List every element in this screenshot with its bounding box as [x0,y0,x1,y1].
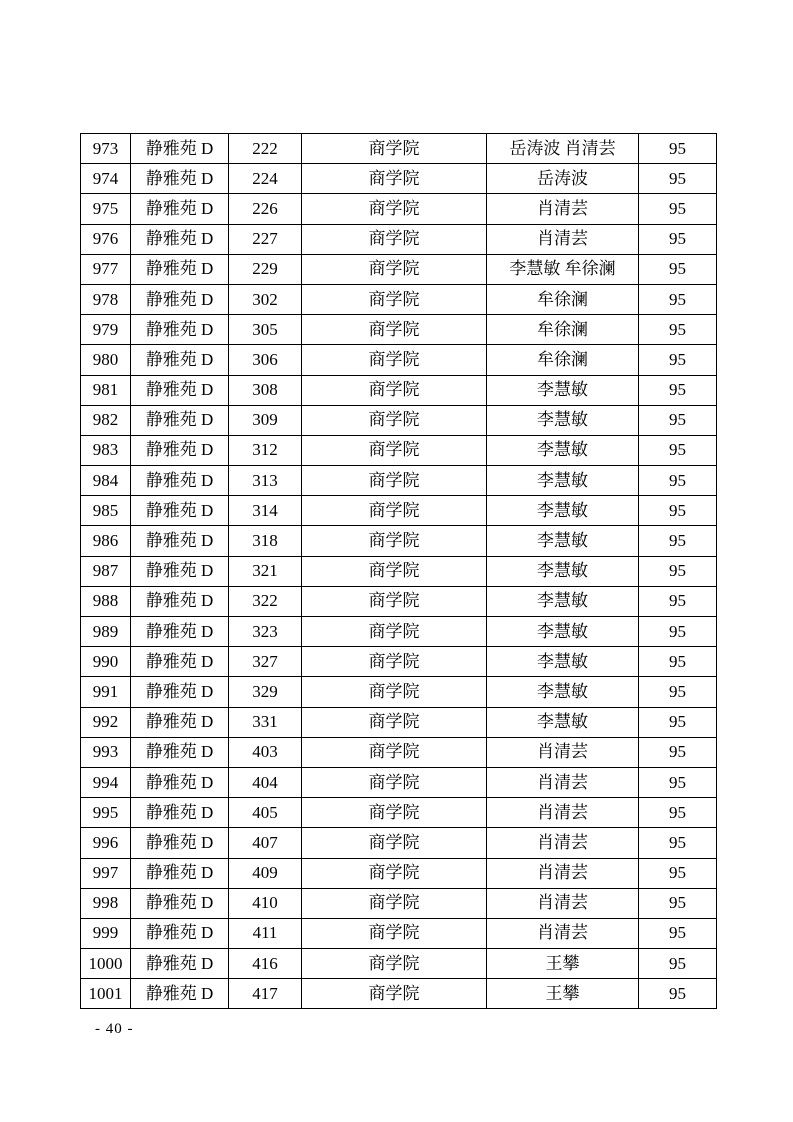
room-cell: 305 [229,315,302,345]
room-cell: 309 [229,405,302,435]
counselor-cell: 牟徐澜 [487,345,639,375]
room-cell: 314 [229,496,302,526]
room-cell: 407 [229,828,302,858]
counselor-cell: 肖清芸 [487,798,639,828]
dormitory-table [80,133,717,1009]
row-number-cell: 984 [81,466,131,496]
score-cell: 95 [639,254,717,284]
building-cell: 静雅苑 D [131,767,229,797]
building-cell: 静雅苑 D [131,918,229,948]
table-row [81,526,717,556]
college-cell: 商学院 [302,405,487,435]
row-number-cell: 978 [81,284,131,314]
room-cell: 404 [229,767,302,797]
building-cell: 静雅苑 D [131,526,229,556]
row-number-cell: 990 [81,647,131,677]
row-number-cell: 982 [81,405,131,435]
building-cell: 静雅苑 D [131,556,229,586]
building-cell: 静雅苑 D [131,134,229,164]
counselor-cell: 岳涛波 [487,164,639,194]
room-cell: 308 [229,375,302,405]
counselor-cell: 李慧敏 [487,647,639,677]
counselor-cell: 牟徐澜 [487,284,639,314]
counselor-cell: 李慧敏 牟徐澜 [487,254,639,284]
counselor-cell: 王攀 [487,979,639,1009]
row-number-cell: 979 [81,315,131,345]
table-body [81,134,717,1009]
table-row [81,405,717,435]
table-row [81,888,717,918]
row-number-cell: 976 [81,224,131,254]
building-cell: 静雅苑 D [131,164,229,194]
table-row [81,707,717,737]
table-row [81,647,717,677]
score-cell: 95 [639,556,717,586]
score-cell: 95 [639,918,717,948]
counselor-cell: 李慧敏 [487,435,639,465]
row-number-cell: 988 [81,586,131,616]
score-cell: 95 [639,526,717,556]
score-cell: 95 [639,767,717,797]
row-number-cell: 980 [81,345,131,375]
room-cell: 227 [229,224,302,254]
row-number-cell: 973 [81,134,131,164]
score-cell: 95 [639,617,717,647]
college-cell: 商学院 [302,737,487,767]
score-cell: 95 [639,888,717,918]
college-cell: 商学院 [302,556,487,586]
college-cell: 商学院 [302,858,487,888]
college-cell: 商学院 [302,224,487,254]
table-row [81,254,717,284]
college-cell: 商学院 [302,949,487,979]
college-cell: 商学院 [302,828,487,858]
table-row [81,164,717,194]
row-number-cell: 987 [81,556,131,586]
counselor-cell: 李慧敏 [487,677,639,707]
row-number-cell: 985 [81,496,131,526]
table-row [81,315,717,345]
building-cell: 静雅苑 D [131,949,229,979]
counselor-cell: 李慧敏 [487,586,639,616]
college-cell: 商学院 [302,496,487,526]
college-cell: 商学院 [302,707,487,737]
college-cell: 商学院 [302,466,487,496]
table-row [81,737,717,767]
row-number-cell: 997 [81,858,131,888]
row-number-cell: 993 [81,737,131,767]
room-cell: 417 [229,979,302,1009]
room-cell: 409 [229,858,302,888]
counselor-cell: 李慧敏 [487,466,639,496]
row-number-cell: 986 [81,526,131,556]
table-row [81,194,717,224]
building-cell: 静雅苑 D [131,707,229,737]
counselor-cell: 肖清芸 [487,194,639,224]
room-cell: 322 [229,586,302,616]
score-cell: 95 [639,405,717,435]
score-cell: 95 [639,194,717,224]
room-cell: 312 [229,435,302,465]
counselor-cell: 李慧敏 [487,617,639,647]
score-cell: 95 [639,586,717,616]
table-row [81,345,717,375]
room-cell: 416 [229,949,302,979]
room-cell: 302 [229,284,302,314]
table-row [81,435,717,465]
college-cell: 商学院 [302,164,487,194]
building-cell: 静雅苑 D [131,798,229,828]
building-cell: 静雅苑 D [131,375,229,405]
score-cell: 95 [639,375,717,405]
row-number-cell: 983 [81,435,131,465]
row-number-cell: 992 [81,707,131,737]
table-row [81,677,717,707]
table-row [81,496,717,526]
college-cell: 商学院 [302,526,487,556]
table-row [81,918,717,948]
table-row [81,979,717,1009]
counselor-cell: 肖清芸 [487,858,639,888]
counselor-cell: 肖清芸 [487,918,639,948]
table-row [81,828,717,858]
counselor-cell: 李慧敏 [487,496,639,526]
room-cell: 306 [229,345,302,375]
counselor-cell: 肖清芸 [487,888,639,918]
score-cell: 95 [639,828,717,858]
building-cell: 静雅苑 D [131,677,229,707]
counselor-cell: 李慧敏 [487,405,639,435]
row-number-cell: 999 [81,918,131,948]
table-row [81,617,717,647]
college-cell: 商学院 [302,134,487,164]
college-cell: 商学院 [302,254,487,284]
building-cell: 静雅苑 D [131,254,229,284]
room-cell: 224 [229,164,302,194]
building-cell: 静雅苑 D [131,858,229,888]
score-cell: 95 [639,707,717,737]
building-cell: 静雅苑 D [131,405,229,435]
table-row [81,949,717,979]
counselor-cell: 肖清芸 [487,224,639,254]
counselor-cell: 李慧敏 [487,556,639,586]
row-number-cell: 989 [81,617,131,647]
table-row [81,586,717,616]
score-cell: 95 [639,858,717,888]
building-cell: 静雅苑 D [131,435,229,465]
building-cell: 静雅苑 D [131,194,229,224]
college-cell: 商学院 [302,888,487,918]
room-cell: 403 [229,737,302,767]
room-cell: 411 [229,918,302,948]
row-number-cell: 994 [81,767,131,797]
score-cell: 95 [639,345,717,375]
counselor-cell: 李慧敏 [487,375,639,405]
table-row [81,224,717,254]
room-cell: 222 [229,134,302,164]
score-cell: 95 [639,284,717,314]
counselor-cell: 王攀 [487,949,639,979]
counselor-cell: 肖清芸 [487,767,639,797]
college-cell: 商学院 [302,677,487,707]
college-cell: 商学院 [302,918,487,948]
building-cell: 静雅苑 D [131,284,229,314]
table-row [81,798,717,828]
row-number-cell: 977 [81,254,131,284]
counselor-cell: 肖清芸 [487,737,639,767]
building-cell: 静雅苑 D [131,828,229,858]
table-row [81,134,717,164]
score-cell: 95 [639,496,717,526]
building-cell: 静雅苑 D [131,737,229,767]
room-cell: 405 [229,798,302,828]
score-cell: 95 [639,979,717,1009]
score-cell: 95 [639,315,717,345]
building-cell: 静雅苑 D [131,466,229,496]
college-cell: 商学院 [302,315,487,345]
row-number-cell: 995 [81,798,131,828]
room-cell: 410 [229,888,302,918]
room-cell: 318 [229,526,302,556]
table-row [81,375,717,405]
row-number-cell: 981 [81,375,131,405]
score-cell: 95 [639,164,717,194]
table-row [81,858,717,888]
building-cell: 静雅苑 D [131,647,229,677]
building-cell: 静雅苑 D [131,345,229,375]
table-row [81,556,717,586]
counselor-cell: 李慧敏 [487,526,639,556]
counselor-cell: 肖清芸 [487,828,639,858]
room-cell: 321 [229,556,302,586]
counselor-cell: 牟徐澜 [487,315,639,345]
college-cell: 商学院 [302,435,487,465]
college-cell: 商学院 [302,979,487,1009]
building-cell: 静雅苑 D [131,224,229,254]
row-number-cell: 996 [81,828,131,858]
score-cell: 95 [639,677,717,707]
row-number-cell: 991 [81,677,131,707]
table-row [81,466,717,496]
score-cell: 95 [639,949,717,979]
college-cell: 商学院 [302,375,487,405]
college-cell: 商学院 [302,284,487,314]
score-cell: 95 [639,737,717,767]
page-number: - 40 - [95,1021,134,1037]
counselor-cell: 岳涛波 肖清芸 [487,134,639,164]
building-cell: 静雅苑 D [131,979,229,1009]
score-cell: 95 [639,798,717,828]
building-cell: 静雅苑 D [131,617,229,647]
college-cell: 商学院 [302,647,487,677]
score-cell: 95 [639,435,717,465]
score-cell: 95 [639,134,717,164]
room-cell: 229 [229,254,302,284]
building-cell: 静雅苑 D [131,586,229,616]
score-cell: 95 [639,647,717,677]
row-number-cell: 998 [81,888,131,918]
building-cell: 静雅苑 D [131,888,229,918]
room-cell: 331 [229,707,302,737]
college-cell: 商学院 [302,798,487,828]
score-cell: 95 [639,224,717,254]
room-cell: 329 [229,677,302,707]
table-row [81,767,717,797]
building-cell: 静雅苑 D [131,496,229,526]
college-cell: 商学院 [302,617,487,647]
room-cell: 313 [229,466,302,496]
college-cell: 商学院 [302,345,487,375]
score-cell: 95 [639,466,717,496]
college-cell: 商学院 [302,586,487,616]
college-cell: 商学院 [302,194,487,224]
table-row [81,284,717,314]
row-number-cell: 974 [81,164,131,194]
room-cell: 323 [229,617,302,647]
row-number-cell: 1000 [81,949,131,979]
college-cell: 商学院 [302,767,487,797]
row-number-cell: 1001 [81,979,131,1009]
counselor-cell: 李慧敏 [487,707,639,737]
room-cell: 226 [229,194,302,224]
building-cell: 静雅苑 D [131,315,229,345]
row-number-cell: 975 [81,194,131,224]
room-cell: 327 [229,647,302,677]
